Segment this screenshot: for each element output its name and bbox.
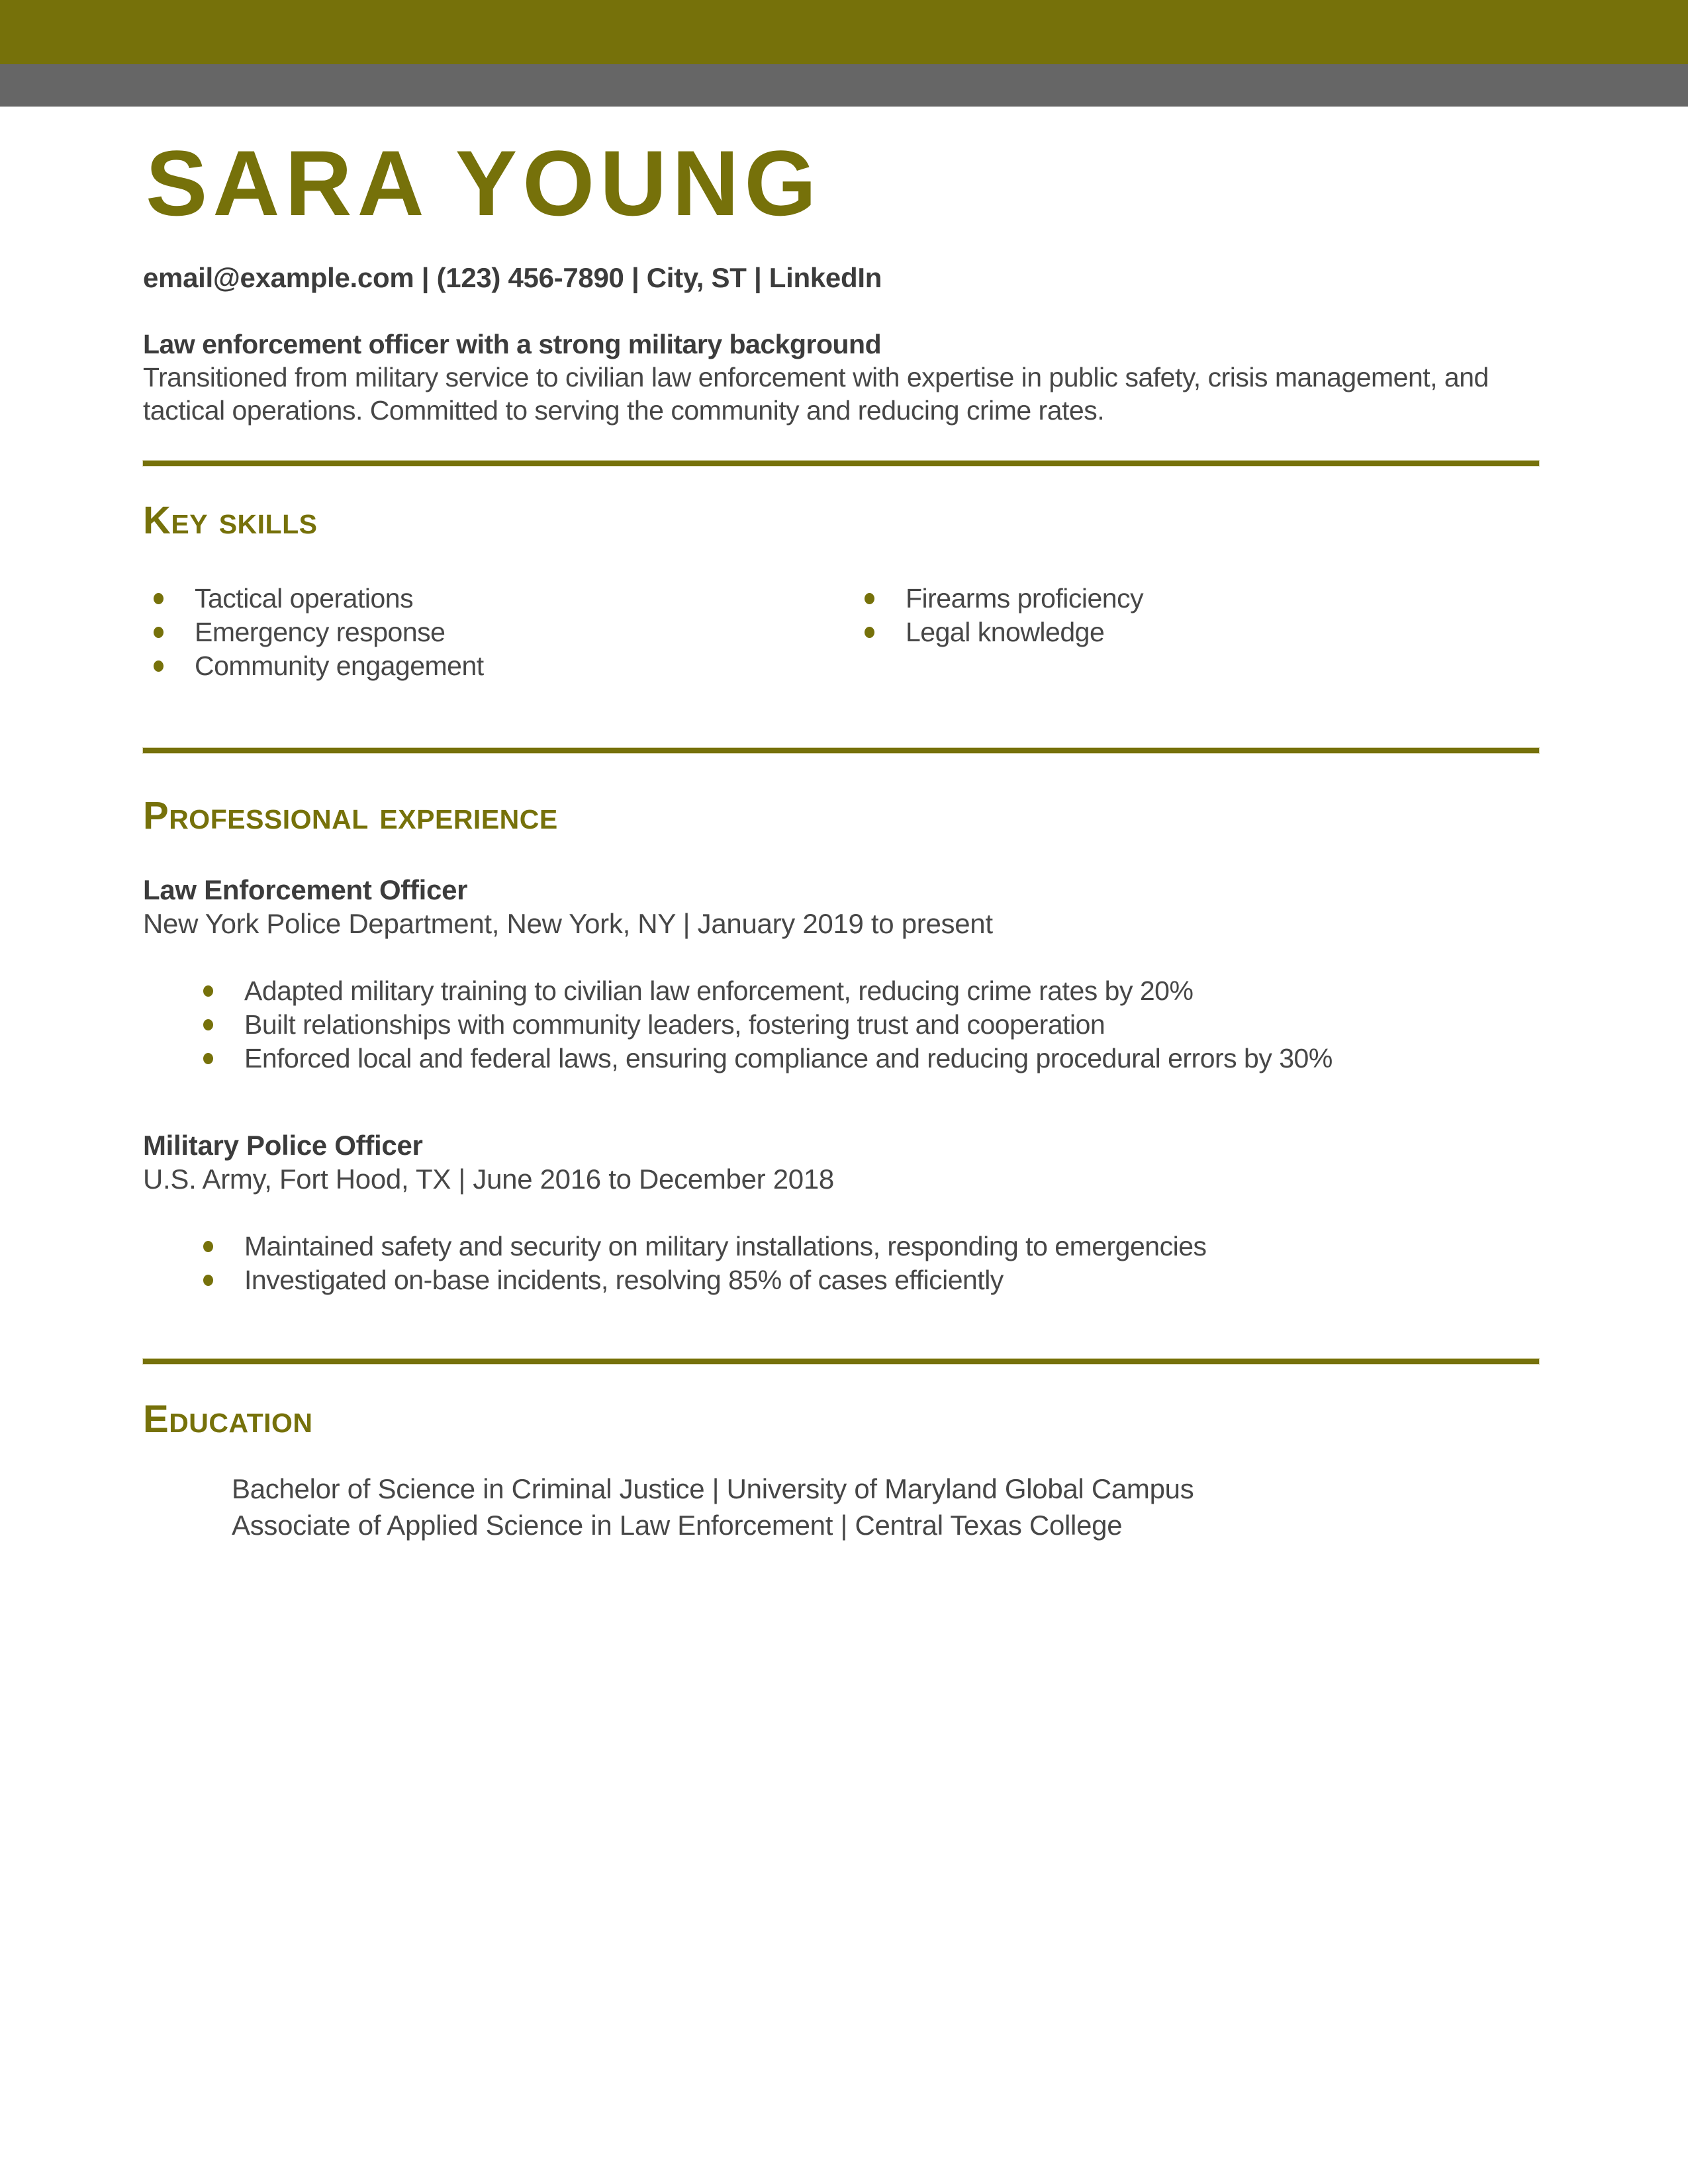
- job-bullet: [202, 1230, 1499, 1263]
- skills-list-right: [863, 582, 1459, 649]
- skill-label: Emergency response: [195, 617, 445, 647]
- skill-label: Community engagement: [195, 651, 484, 681]
- education-entry: Associate of Applied Science in Law Enforcement | Central Texas College: [232, 1510, 1123, 1541]
- skill-item: [863, 582, 1459, 615]
- education-list: [232, 1471, 1549, 1543]
- job-bullet: [202, 1263, 1499, 1297]
- job-bullet-list: [202, 1230, 1499, 1297]
- job-meta: U.S. Army, Fort Hood, TX | June 2016 to December 2018: [143, 1163, 834, 1195]
- bullet-icon: [154, 593, 164, 604]
- job-entry: [143, 873, 1539, 940]
- skill-item: [152, 649, 814, 683]
- candidate-name: SARA YOUNG: [146, 131, 822, 235]
- bullet-icon: [865, 627, 874, 638]
- bullet-icon: [203, 985, 213, 997]
- skill-item: [152, 615, 814, 649]
- summary-section: [143, 328, 1539, 427]
- job-bullet: [202, 1008, 1499, 1042]
- skill-label: Tactical operations: [195, 583, 414, 614]
- job-bullet: [202, 974, 1499, 1008]
- contact-info: email@example.com | (123) 456-7890 | City, ST | LinkedIn: [143, 262, 882, 293]
- bullet-icon: [203, 1275, 213, 1286]
- bullet-icon: [154, 627, 164, 638]
- job-bullet-text: Maintained safety and security on military installations, responding to emergencies: [244, 1231, 1207, 1261]
- section-divider: [143, 461, 1539, 466]
- secondary-accent-bar: [0, 64, 1688, 107]
- job-bullet-text: Investigated on-base incidents, resolving 85% of cases efficiently: [244, 1265, 1004, 1295]
- bullet-icon: [203, 1241, 213, 1252]
- section-title-education: Education: [143, 1398, 313, 1441]
- section-divider: [143, 1359, 1539, 1364]
- skill-item: [863, 615, 1459, 649]
- bullet-icon: [203, 1053, 213, 1064]
- job-entry: [143, 1128, 1539, 1196]
- skill-label: Legal knowledge: [906, 617, 1105, 647]
- job-meta: New York Police Department, New York, NY | January 2019 to present: [143, 908, 993, 939]
- job-bullet-text: Adapted military training to civilian law enforcement, reducing crime rates by 20%: [244, 976, 1194, 1006]
- bullet-icon: [203, 1019, 213, 1030]
- section-divider: [143, 748, 1539, 753]
- job-title: Military Police Officer: [143, 1130, 423, 1161]
- skill-item: [152, 582, 814, 615]
- section-title-experience: Professional experience: [143, 794, 558, 837]
- job-title: Law Enforcement Officer: [143, 874, 468, 905]
- bullet-icon: [154, 660, 164, 672]
- bullet-icon: [865, 593, 874, 604]
- job-bullet-text: Enforced local and federal laws, ensuring compliance and reducing procedural errors by 30%: [244, 1043, 1333, 1073]
- job-bullet: [202, 1042, 1499, 1075]
- skill-label: Firearms proficiency: [906, 583, 1144, 614]
- section-title-key-skills: Key skills: [143, 499, 318, 542]
- education-entry: Bachelor of Science in Criminal Justice | University of Maryland Global Campus: [232, 1473, 1194, 1504]
- job-bullet-text: Built relationships with community leaders, fostering trust and cooperation: [244, 1009, 1105, 1040]
- job-bullet-list: [202, 974, 1499, 1075]
- summary-headline: Law enforcement officer with a strong military background: [143, 329, 882, 359]
- summary-text: Transitioned from military service to civilian law enforcement with expertise in public safety, crisis management, and tactical operations. Committed to serving the community and reducing crime rates.: [143, 362, 1489, 426]
- skills-list-left: [152, 582, 814, 683]
- top-accent-bar: [0, 0, 1688, 64]
